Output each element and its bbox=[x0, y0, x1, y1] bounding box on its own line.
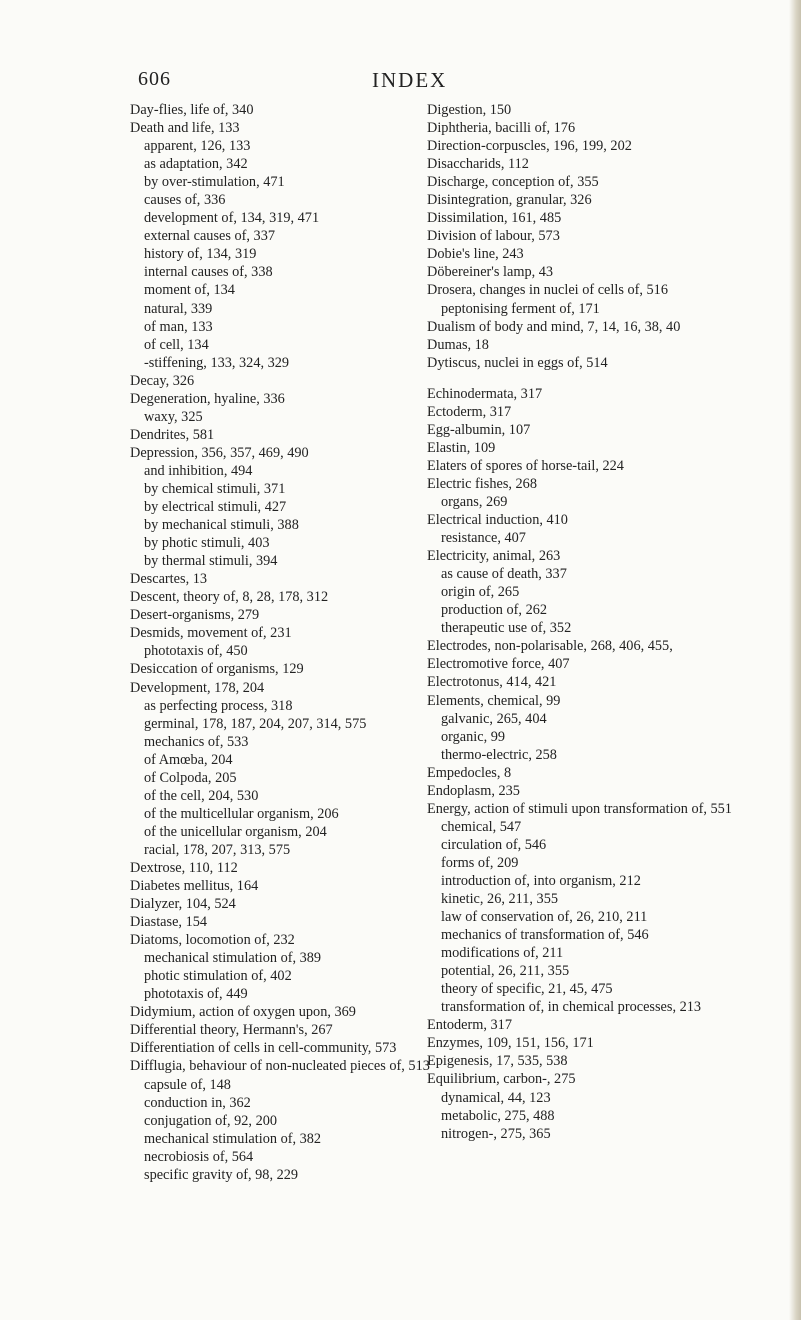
index-heading: Descent, theory of, 8, 28, 178, 312 bbox=[130, 589, 329, 606]
index-heading: Drosera, changes in nuclei of cells of, 516 bbox=[427, 282, 668, 299]
index-heading: Desert-organisms, 279 bbox=[130, 607, 260, 624]
index-heading: Electrodes, non-polarisable, 268, 406, 455, bbox=[427, 638, 673, 655]
index-heading: Elements, chemical, 99 bbox=[427, 692, 561, 709]
index-heading: Didymium, action of oxygen upon, 369 bbox=[130, 1004, 356, 1021]
index-subentry: thermo-electric, 258 bbox=[441, 746, 557, 763]
index-subentry: of cell, 134 bbox=[144, 336, 209, 353]
index-heading: Electric fishes, 268 bbox=[427, 475, 537, 492]
index-heading: Difflugia, behaviour of non-nucleated pieces of, 513 bbox=[130, 1058, 430, 1075]
index-subentry: phototaxis of, 449 bbox=[144, 986, 248, 1003]
index-subentry: conduction in, 362 bbox=[144, 1094, 251, 1111]
index-subentry: organs, 269 bbox=[441, 493, 508, 510]
index-subentry: by electrical stimuli, 427 bbox=[144, 499, 287, 516]
index-heading: Diphtheria, bacilli of, 176 bbox=[427, 120, 576, 137]
index-subentry: germinal, 178, 187, 204, 207, 314, 575 bbox=[144, 715, 367, 732]
index-subentry: and inhibition, 494 bbox=[144, 462, 253, 479]
index-subentry: by photic stimuli, 403 bbox=[144, 535, 270, 552]
index-subentry: origin of, 265 bbox=[441, 584, 520, 601]
index-subentry: of the unicellular organism, 204 bbox=[144, 823, 327, 840]
index-subentry: therapeutic use of, 352 bbox=[441, 620, 572, 637]
index-heading: Dissimilation, 161, 485 bbox=[427, 210, 562, 227]
index-subentry: as adaptation, 342 bbox=[144, 156, 248, 173]
index-subentry: dynamical, 44, 123 bbox=[441, 1089, 551, 1106]
index-subentry: metabolic, 275, 488 bbox=[441, 1107, 555, 1124]
index-heading: Ectoderm, 317 bbox=[427, 403, 512, 420]
index-subentry: chemical, 547 bbox=[441, 818, 522, 835]
index-subentry: potential, 26, 211, 355 bbox=[441, 963, 570, 980]
index-heading: Dualism of body and mind, 7, 14, 16, 38, 40 bbox=[427, 318, 681, 335]
index-subentry: waxy, 325 bbox=[144, 408, 203, 425]
index-heading: Dumas, 18 bbox=[427, 336, 489, 353]
index-subentry: by chemical stimuli, 371 bbox=[144, 480, 286, 497]
index-subentry: of Amœba, 204 bbox=[144, 751, 233, 768]
index-subentry: of the cell, 204, 530 bbox=[144, 787, 259, 804]
index-heading: Dialyzer, 104, 524 bbox=[130, 896, 236, 913]
index-subentry: kinetic, 26, 211, 355 bbox=[441, 891, 559, 908]
index-heading: Degeneration, hyaline, 336 bbox=[130, 390, 285, 407]
index-heading: Electricity, animal, 263 bbox=[427, 548, 561, 565]
index-heading: Entoderm, 317 bbox=[427, 1017, 512, 1034]
index-subentry: capsule of, 148 bbox=[144, 1076, 231, 1093]
index-heading: Decay, 326 bbox=[130, 372, 195, 389]
index-subentry: galvanic, 265, 404 bbox=[441, 710, 547, 727]
index-heading: Empedocles, 8 bbox=[427, 764, 512, 781]
index-heading: Descartes, 13 bbox=[130, 571, 208, 588]
index-subentry: introduction of, into organism, 212 bbox=[441, 872, 641, 889]
index-subentry: of man, 133 bbox=[144, 318, 213, 335]
index-heading: Depression, 356, 357, 469, 490 bbox=[130, 444, 309, 461]
index-subentry: specific gravity of, 98, 229 bbox=[144, 1166, 299, 1183]
index-heading: Electrical induction, 410 bbox=[427, 512, 568, 529]
index-heading: Disintegration, granular, 326 bbox=[427, 192, 592, 209]
index-subentry: circulation of, 546 bbox=[441, 836, 547, 853]
index-heading: Discharge, conception of, 355 bbox=[427, 174, 599, 191]
index-heading: Division of labour, 573 bbox=[427, 228, 560, 245]
index-column-right bbox=[427, 101, 747, 1143]
index-heading: Electrotonus, 414, 421 bbox=[427, 674, 557, 691]
index-subentry: mechanical stimulation of, 382 bbox=[144, 1130, 322, 1147]
index-subentry: mechanical stimulation of, 389 bbox=[144, 950, 322, 967]
index-heading: Elaters of spores of horse-tail, 224 bbox=[427, 457, 624, 474]
index-subentry: conjugation of, 92, 200 bbox=[144, 1112, 278, 1129]
running-title: INDEX bbox=[372, 68, 448, 92]
index-subentry: history of, 134, 319 bbox=[144, 246, 257, 263]
index-heading: Day-flies, life of, 340 bbox=[130, 102, 254, 118]
index-heading: Dendrites, 581 bbox=[130, 426, 215, 443]
page-header bbox=[0, 68, 801, 92]
index-subentry: law of conservation of, 26, 210, 211 bbox=[441, 909, 648, 926]
index-subentry: external causes of, 337 bbox=[144, 228, 276, 245]
index-subentry: organic, 99 bbox=[441, 728, 506, 745]
index-subentry: peptonising ferment of, 171 bbox=[441, 300, 600, 317]
page-edge-shadow bbox=[789, 0, 801, 1320]
index-subentry: nitrogen-, 275, 365 bbox=[441, 1125, 551, 1142]
index-subentry: as perfecting process, 318 bbox=[144, 697, 293, 714]
index-heading: Differentiation of cells in cell-community, 573 bbox=[130, 1040, 397, 1057]
index-subentry: necrobiosis of, 564 bbox=[144, 1148, 254, 1165]
index-heading: Digestion, 150 bbox=[427, 102, 512, 118]
index-subentry: moment of, 134 bbox=[144, 282, 235, 299]
index-heading: Dobie's line, 243 bbox=[427, 246, 524, 263]
index-subentry: apparent, 126, 133 bbox=[144, 138, 251, 155]
index-subentry: internal causes of, 338 bbox=[144, 264, 273, 281]
index-heading: Equilibrium, carbon-, 275 bbox=[427, 1071, 576, 1088]
index-subentry: mechanics of transformation of, 546 bbox=[441, 927, 649, 944]
index-subentry: natural, 339 bbox=[144, 300, 213, 317]
index-heading: Electromotive force, 407 bbox=[427, 656, 570, 673]
index-subentry: theory of specific, 21, 45, 475 bbox=[441, 981, 613, 998]
index-heading: Desmids, movement of, 231 bbox=[130, 625, 292, 642]
index-subentry: of Colpoda, 205 bbox=[144, 769, 237, 786]
index-heading: Diastase, 154 bbox=[130, 914, 208, 931]
index-subentry: by mechanical stimuli, 388 bbox=[144, 517, 299, 534]
index-heading: Elastin, 109 bbox=[427, 439, 496, 456]
index-subentry: transformation of, in chemical processes, 213 bbox=[441, 999, 702, 1016]
index-heading: Energy, action of stimuli upon transformation of, 551 bbox=[427, 800, 732, 817]
index-heading: Echinodermata, 317 bbox=[427, 385, 543, 402]
index-subentry: phototaxis of, 450 bbox=[144, 643, 248, 660]
index-heading: Egg-albumin, 107 bbox=[427, 421, 531, 438]
index-heading: Development, 178, 204 bbox=[130, 679, 265, 696]
index-subentry: development of, 134, 319, 471 bbox=[144, 210, 320, 227]
index-subentry: resistance, 407 bbox=[441, 530, 526, 547]
index-subentry: of the multicellular organism, 206 bbox=[144, 805, 339, 822]
index-heading: Diatoms, locomotion of, 232 bbox=[130, 932, 295, 949]
index-subentry: production of, 262 bbox=[441, 602, 548, 619]
index-heading: Death and life, 133 bbox=[130, 120, 240, 137]
index-subentry: forms of, 209 bbox=[441, 854, 519, 871]
index-subentry: by over-stimulation, 471 bbox=[144, 174, 285, 191]
index-column-left bbox=[130, 101, 450, 1184]
index-subentry: -stiffening, 133, 324, 329 bbox=[144, 354, 290, 371]
index-heading: Dextrose, 110, 112 bbox=[130, 859, 238, 876]
index-heading: Disaccharids, 112 bbox=[427, 156, 529, 173]
index-heading: Differential theory, Hermann's, 267 bbox=[130, 1022, 333, 1039]
index-heading: Epigenesis, 17, 535, 538 bbox=[427, 1053, 568, 1070]
index-subentry: racial, 178, 207, 313, 575 bbox=[144, 841, 291, 858]
index-heading: Endoplasm, 235 bbox=[427, 782, 520, 799]
index-subentry: by thermal stimuli, 394 bbox=[144, 553, 278, 570]
index-subentry: modifications of, 211 bbox=[441, 945, 564, 962]
page-number: 606 bbox=[138, 68, 171, 90]
index-heading: Desiccation of organisms, 129 bbox=[130, 661, 304, 678]
index-subentry: causes of, 336 bbox=[144, 192, 226, 209]
index-heading: Dytiscus, nuclei in eggs of, 514 bbox=[427, 354, 608, 371]
index-heading: Döbereiner's lamp, 43 bbox=[427, 264, 554, 281]
index-heading: Enzymes, 109, 151, 156, 171 bbox=[427, 1035, 594, 1052]
index-heading: Diabetes mellitus, 164 bbox=[130, 878, 259, 895]
index-subentry: as cause of death, 337 bbox=[441, 566, 567, 583]
index-heading: Direction-corpuscles, 196, 199, 202 bbox=[427, 138, 632, 155]
index-subentry: mechanics of, 533 bbox=[144, 733, 249, 750]
index-subentry: photic stimulation of, 402 bbox=[144, 968, 292, 985]
